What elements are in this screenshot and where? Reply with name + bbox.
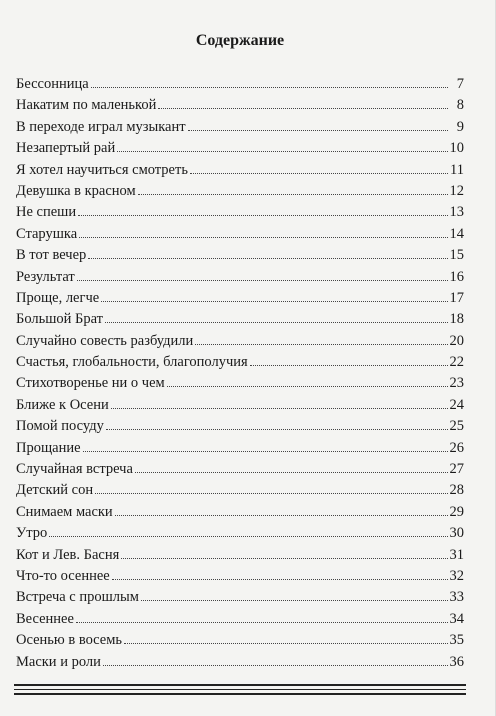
toc-entry-title: Снимаем маски [16, 503, 113, 520]
toc-entry [16, 138, 464, 159]
toc-entry [16, 117, 464, 138]
toc-entry-page-number: 23 [449, 375, 464, 392]
toc-entry-page-number: 10 [449, 140, 464, 157]
toc-entry-page-number: 16 [449, 268, 464, 285]
toc-entry-title: Случайно совесть разбудили [16, 332, 194, 349]
toc-entry [16, 480, 464, 501]
toc-entry-title: В тот вечер [16, 247, 87, 264]
toc-entry-page-number: 18 [449, 311, 464, 328]
toc-entry [16, 95, 464, 116]
dot-leader [117, 151, 447, 152]
toc-entry-page-number: 35 [449, 632, 464, 649]
dot-leader [158, 108, 448, 109]
dot-leader [95, 493, 447, 494]
toc-entry [16, 74, 464, 95]
toc-entry-title: Я хотел научиться смотреть [16, 161, 188, 178]
toc-entry [16, 566, 464, 587]
toc-entry [16, 652, 464, 673]
toc-entry-page-number: 30 [449, 525, 464, 542]
dot-leader [106, 429, 448, 430]
toc-entry [16, 459, 464, 480]
toc-entry-title: Весеннее [16, 610, 74, 627]
toc-entry-title: Проще, легче [16, 289, 100, 306]
dot-leader [112, 579, 448, 580]
toc-entry-title: Ближе к Осени [16, 396, 109, 413]
toc-entry-title: Что-то осеннее [16, 567, 110, 584]
toc-entry-title: Незапертый рай [16, 140, 116, 157]
toc-entry [16, 160, 464, 181]
toc-entry-title: Случайная встреча [16, 461, 133, 478]
toc-entry-title: Кот и Лев. Басня [16, 546, 120, 563]
toc-entry-title: Бессонница [16, 76, 89, 92]
toc-entry-title: Осенью в восемь [16, 632, 123, 649]
toc-entry-page-number: 33 [449, 589, 464, 606]
toc-entry [16, 630, 464, 651]
toc-entry [16, 202, 464, 223]
dot-leader [141, 600, 448, 601]
toc-entry-page-number: 36 [449, 653, 464, 670]
toc-entry-page-number: 32 [449, 567, 464, 584]
toc-entry-title: Встреча с прошлым [16, 589, 139, 606]
dot-leader [79, 237, 447, 238]
toc-entry [16, 288, 464, 309]
dot-leader [111, 408, 448, 409]
toc-entry [16, 373, 464, 394]
dot-leader [195, 344, 447, 345]
dot-leader [190, 173, 448, 174]
toc-entry-title: Помой посуду [16, 418, 104, 435]
dot-leader [91, 87, 448, 88]
toc-entry-page-number: 12 [449, 182, 464, 199]
dot-leader [78, 215, 447, 216]
toc-entry-title: Утро [16, 525, 48, 542]
toc-entry [16, 395, 464, 416]
toc-entry-page-number: 11 [450, 161, 464, 178]
toc-entry [16, 245, 464, 266]
dot-leader [101, 301, 447, 302]
toc-entry [16, 587, 464, 608]
toc-entry-title: Результат [16, 268, 75, 285]
toc-entry-page-number: 13 [449, 204, 464, 221]
toc-entry-page-number: 7 [456, 76, 464, 92]
toc-entry-title: Не спеши [16, 204, 77, 221]
dot-leader [83, 451, 448, 452]
dot-leader [138, 194, 448, 195]
toc-entry-title: Большой Брат [16, 311, 104, 328]
toc-entry [16, 416, 464, 437]
toc-entry-page-number: 17 [449, 289, 464, 306]
dot-leader [103, 665, 448, 666]
toc-entry-title: В переходе играл музыкант [16, 118, 186, 135]
dot-leader [77, 280, 448, 281]
toc-entry-page-number: 8 [456, 97, 464, 114]
toc-entry [16, 502, 464, 523]
toc-entry-title: Маски и роли [16, 653, 101, 670]
toc-entry-page-number: 29 [449, 503, 464, 520]
toc-entry-page-number: 20 [449, 332, 464, 349]
dot-leader [121, 558, 447, 559]
footer-rule [14, 693, 466, 695]
dot-leader [135, 472, 448, 473]
dot-leader [115, 515, 448, 516]
toc-entry-page-number: 28 [449, 482, 464, 499]
dot-leader [76, 622, 448, 623]
toc-entry-title: Девушка в красном [16, 182, 136, 199]
toc-entry-page-number: 26 [449, 439, 464, 456]
toc-entry [16, 224, 464, 245]
toc-entry-page-number: 24 [449, 396, 464, 413]
toc-entry [16, 309, 464, 330]
toc-entry [16, 438, 464, 459]
toc-entry-page-number: 15 [449, 247, 464, 264]
toc-entry [16, 181, 464, 202]
toc-entry [16, 267, 464, 288]
toc-entry-page-number: 31 [449, 546, 464, 563]
toc-entry-title: Стихотворенье ни о чем [16, 375, 165, 392]
dot-leader [88, 258, 447, 259]
toc-entry [16, 609, 464, 630]
toc-entry-page-number: 25 [449, 418, 464, 435]
toc-entry-page-number: 9 [456, 118, 464, 135]
toc-entry [16, 523, 464, 544]
toc-entry-title: Накатим по маленькой [16, 97, 157, 114]
toc-entry-title: Детский сон [16, 482, 94, 499]
toc-entry [16, 545, 464, 566]
toc-entry-page-number: 27 [449, 461, 464, 478]
dot-leader [124, 643, 447, 644]
table-of-contents [16, 74, 464, 673]
toc-entry-page-number: 34 [449, 610, 464, 627]
toc-entry [16, 352, 464, 373]
footer-rule [14, 684, 466, 686]
dot-leader [188, 130, 448, 131]
dot-leader [105, 322, 447, 323]
dot-leader [250, 365, 448, 366]
toc-entry-title: Счастья, глобальности, благополучия [16, 354, 248, 371]
toc-entry-page-number: 22 [449, 354, 464, 371]
dot-leader [49, 536, 447, 537]
toc-entry-title: Старушка [16, 225, 78, 242]
toc-entry-page-number: 14 [449, 225, 464, 242]
footer-rule [14, 689, 466, 690]
toc-entry [16, 331, 464, 352]
toc-entry-title: Прощание [16, 439, 81, 456]
page-title: Содержание [195, 32, 285, 49]
dot-leader [167, 386, 448, 387]
